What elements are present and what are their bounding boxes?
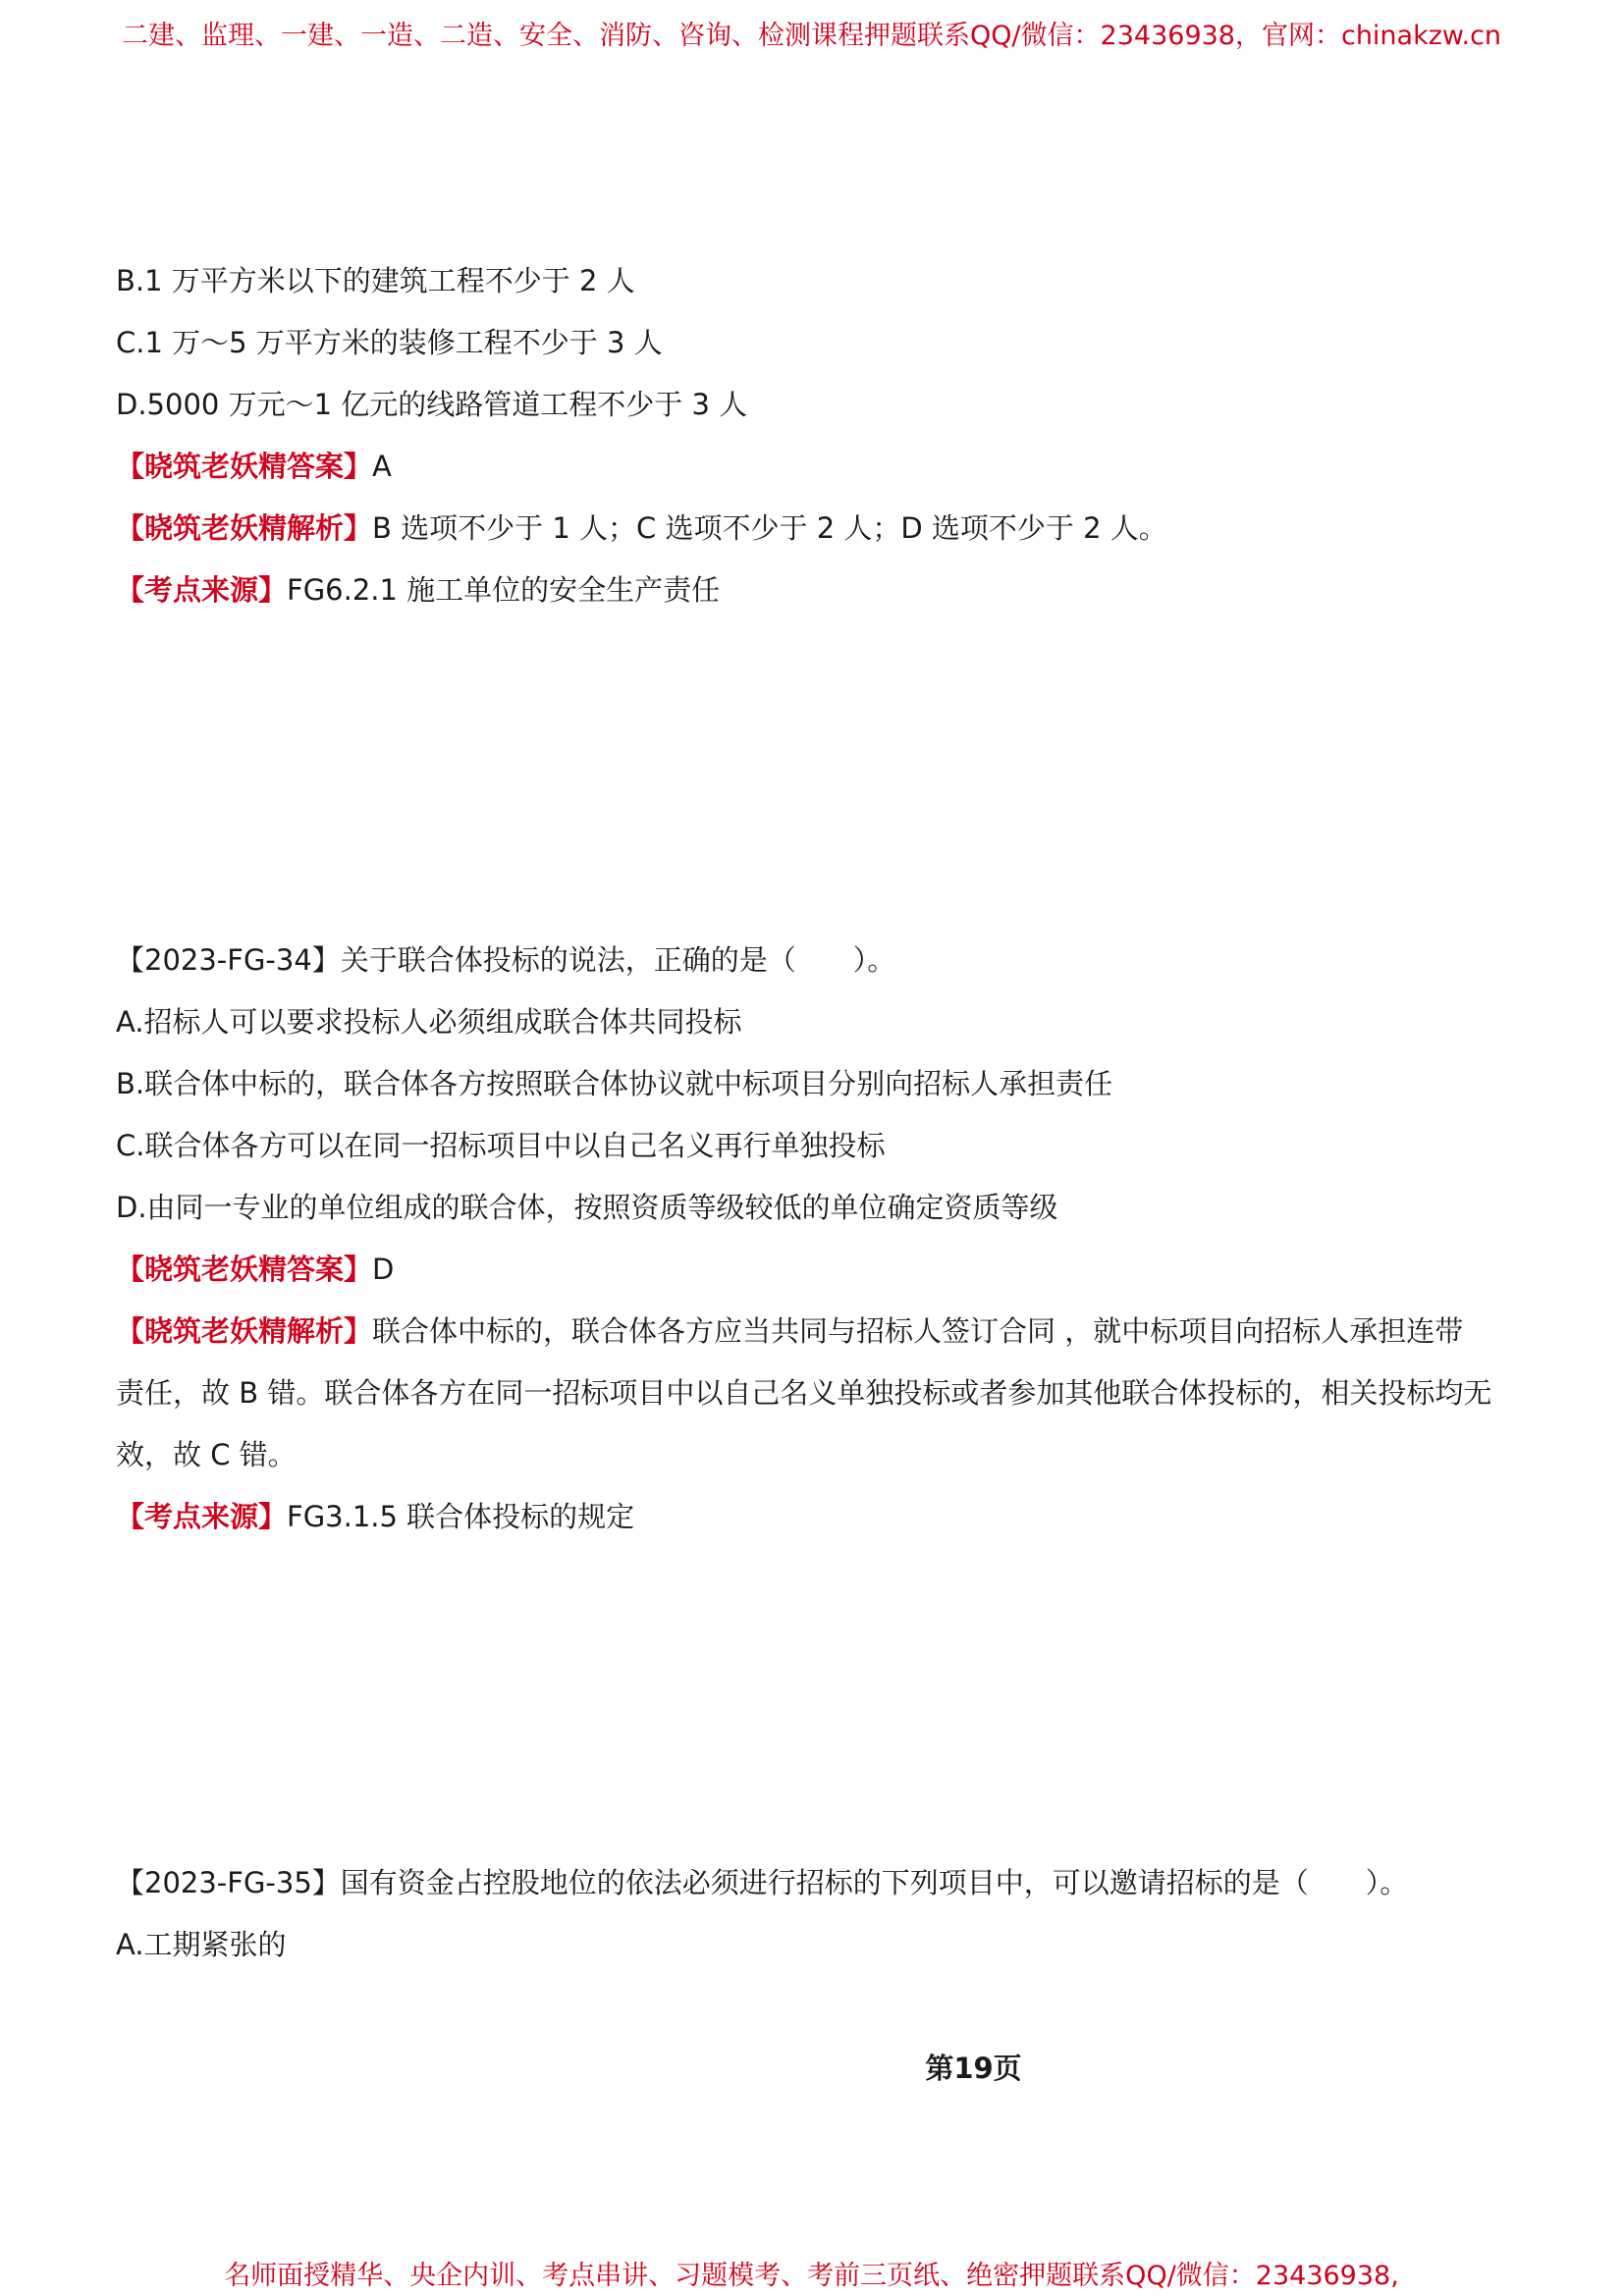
analysis-tag: 【晓筑老妖精解析】 [116,511,373,545]
prev-analysis [116,508,1167,548]
q34-answer [116,1250,394,1289]
q34-analysis-line-2: 责任，故 B 错。联合体各方在同一招标项目中以自己名义单独投标或者参加其他联合体投标的，相关投标均无 [116,1376,1492,1410]
analysis-text: B 选项不少于 1 人；C 选项不少于 2 人；D 选项不少于 2 人。 [372,511,1167,545]
prev-option-b: B.1 万平方米以下的建筑工程不少于 2 人 [116,264,635,297]
q34-option-d: D.由同一专业的单位组成的联合体，按照资质等级较低的单位确定资质等级 [116,1191,1058,1224]
prev-source [116,570,720,610]
q34-option-b: B.联合体中标的，联合体各方按照联合体协议就中标项目分别向招标人承担责任 [116,1067,1113,1100]
q34-source [116,1497,634,1536]
page-number: 第19页 [925,2052,1022,2085]
analysis-text: 联合体中标的，联合体各方应当共同与招标人签订合同 ，就中标项目向招标人承担连带 [372,1314,1464,1348]
prev-option-d: D.5000 万元～1 亿元的线路管道工程不少于 3 人 [116,388,748,421]
source-tag: 【考点来源】 [116,1500,288,1533]
answer-value: D [372,1253,395,1286]
q35-stem: 【2023-FG-35】国有资金占控股地位的依法必须进行招标的下列项目中，可以邀请招标的是（ ）。 [116,1866,1409,1899]
q34-option-c: C.联合体各方可以在同一招标项目中以自己名义再行单独投标 [116,1129,886,1162]
answer-tag: 【晓筑老妖精答案】 [116,450,373,483]
answer-tag: 【晓筑老妖精答案】 [116,1253,373,1286]
answer-value: A [372,450,392,483]
source-tag: 【考点来源】 [116,573,288,607]
header-banner: 二建、监理、一建、一造、二造、安全、消防、咨询、检测课程押题联系QQ/微信：23436938，官网：chinakzw.cn [121,21,1502,51]
q35-option-a: A.工期紧张的 [116,1928,287,1961]
q34-option-a: A.招标人可以要求投标人必须组成联合体共同投标 [116,1005,742,1039]
prev-option-c: C.1 万～5 万平方米的装修工程不少于 3 人 [116,326,663,359]
prev-answer [116,447,392,486]
q34-analysis-line-1 [116,1311,1463,1351]
source-text: FG6.2.1 施工单位的安全生产责任 [287,573,721,607]
source-text: FG3.1.5 联合体投标的规定 [287,1500,635,1533]
footer-banner: 名师面授精华、央企内训、考点串讲、习题模考、考前三页纸、绝密押题联系QQ/微信：23436938, [224,2261,1399,2291]
q34-analysis-line-3: 效，故 C 错。 [116,1438,297,1471]
analysis-tag: 【晓筑老妖精解析】 [116,1314,373,1348]
q34-stem: 【2023-FG-34】关于联合体投标的说法，正确的是（ ）。 [116,943,896,977]
